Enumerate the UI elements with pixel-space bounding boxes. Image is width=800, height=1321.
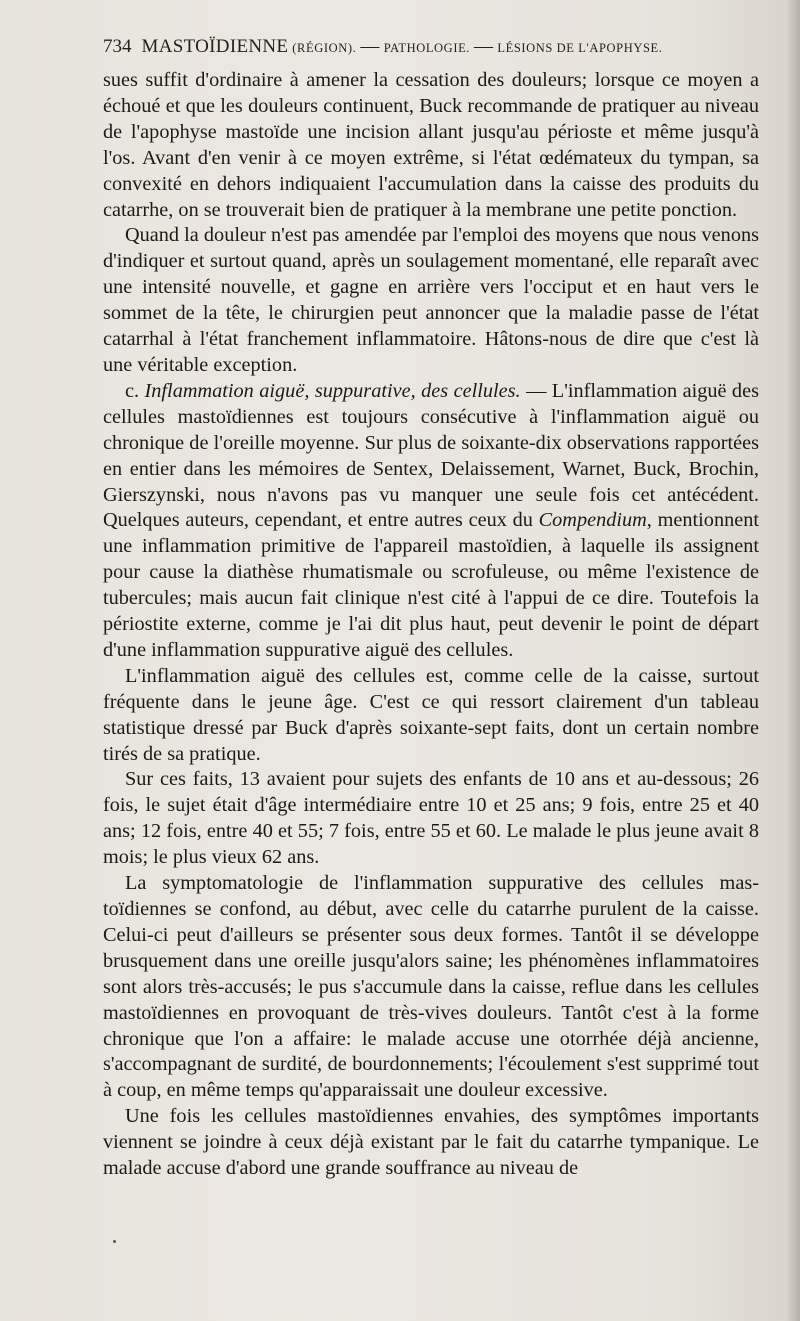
page-number: 734 — [103, 36, 132, 57]
work-title: Compendium — [538, 509, 647, 532]
running-head — [103, 36, 763, 66]
paragraph-text: — L'inflammation aiguë des cellules mastoïdiennes est toujours consécutive à l'inflammation aiguë ou chronique de l'oreille moyenne. Sur plus de soixante-dix observations rapportées en entier dans les mémoires de Sentex, Delaissement, Warnet, Buck, Brochin, Gierszynski, nous n'avons pas vu manquer une seule fois cet antécédent. Quelques auteurs, cependant, et entre autres ceux du — [103, 379, 759, 532]
paragraph-statistics: Sur ces faits, 13 avaient pour sujets des enfants de 10 ans et au-dessous; 26 fois, le sujet était d'âge intermédiaire entre 10 et 25 ans; 9 fois, entre 25 et 40 ans; 12 fois, entre 40 et 55; 7 fois, entre 55 et 60. Le malade le plus jeune avait 8 mois; le plus vieux 62 ans. — [103, 768, 759, 869]
paragraph-continuation: sues suffit d'ordinaire à amener la cessation des douleurs; lorsque ce moyen a échoué et que les douleurs continuent, Buck recommande de pratiquer au niveau de l'apophyse mastoïde une incision allant jusqu'au périoste et même jusqu'à l'os. Avant d'en venir à ce moyen extrême, si l'état œdémateux du tympan, sa convexité en dehors indiquaient l'accumulation dans la caisse des produits du catarrhe, on se trouverait bien de pratiquer à la membrane une petite ponction. — [103, 69, 759, 221]
running-subsection: LÉSIONS DE L'APOPHYSE. — [497, 41, 663, 55]
running-title: MASTOÏDIENNE — [141, 36, 289, 57]
paragraph: Quand la douleur n'est pas amendée par l'emploi des moyens que nous venons d'indiquer et surtout quand, après un soulagement momentané, elle reparaît avec une intensité nouvelle, et gagne en arrière vers l'occiput et en haut vers le sommet de la tête, le chirurgien peut annoncer que la maladie passe de l'état catarrhal à l'état franchement inflammatoire. Hâtons-nous de dire que c'est là une véritable exception. — [103, 224, 759, 376]
running-dash: — — [474, 36, 494, 57]
section-title: Inflammation aiguë, suppurative, des cellules. — [144, 379, 521, 402]
print-speck — [113, 1240, 116, 1243]
paragraph-text: , mentionnent une inflammation primitive de l'appareil mastoïdien, à laquelle ils assignent pour cause la diathèse rhumatismale ou scrofuleuse, ou même l'existence de tubercules; mais aucun fait clinique n'est cité à l'appui de ce dire. Toutefois la périostite externe, comme je l'ai dit plus haut, peut devenir le point de départ d'une inflammation suppurative aiguë des cellules. — [103, 509, 759, 661]
running-section: PATHOLOGIE. — [383, 41, 471, 55]
section-label: c. — [125, 379, 140, 402]
paragraph: Une fois les cellules mastoïdiennes envahies, des symptômes importants viennent se joindre à ceux déjà existant par le fait du catarrhe tympanique. Le malade accuse d'abord une grande souffrance au niveau de — [103, 1105, 759, 1180]
running-title-region: (RÉGION). — [292, 41, 357, 55]
paragraph-section-c — [103, 379, 759, 664]
page-edge-shadow — [786, 0, 800, 1321]
paragraph: La symptomatologie de l'inflammation suppurative des cellules mastoïdiennes se confond, au début, avec celle du catarrhe purulent de la caisse. Celui-ci peut d'ailleurs se présenter sous deux formes. Tantôt il se développe brusquement dans une oreille jusqu'alors saine; les phénomènes inflammatoires sont alors très-accusés; le pus s'accumule dans la caisse, reflue dans les cellules mastoïdiennes en provoquant de très-vives douleurs. Tantôt c'est à la forme chronique que l'on a affaire: le malade accuse une otorrhée déjà ancienne, s'accompagnant de surdité, de bourdonnements; l'écoulement s'est supprimé tout à coup, en même temps qu'apparaissait une douleur excessive. — [103, 872, 759, 1102]
page-body — [103, 68, 759, 1182]
running-dash: — — [360, 36, 380, 57]
paragraph: L'inflammation aiguë des cellules est, comme celle de la caisse, surtout fréquente dans le jeune âge. C'est ce qui ressort clairement d'un tableau statistique dressé par Buck d'après soixante-sept faits, dont un certain nombre tirés de sa pratique. — [103, 664, 759, 765]
